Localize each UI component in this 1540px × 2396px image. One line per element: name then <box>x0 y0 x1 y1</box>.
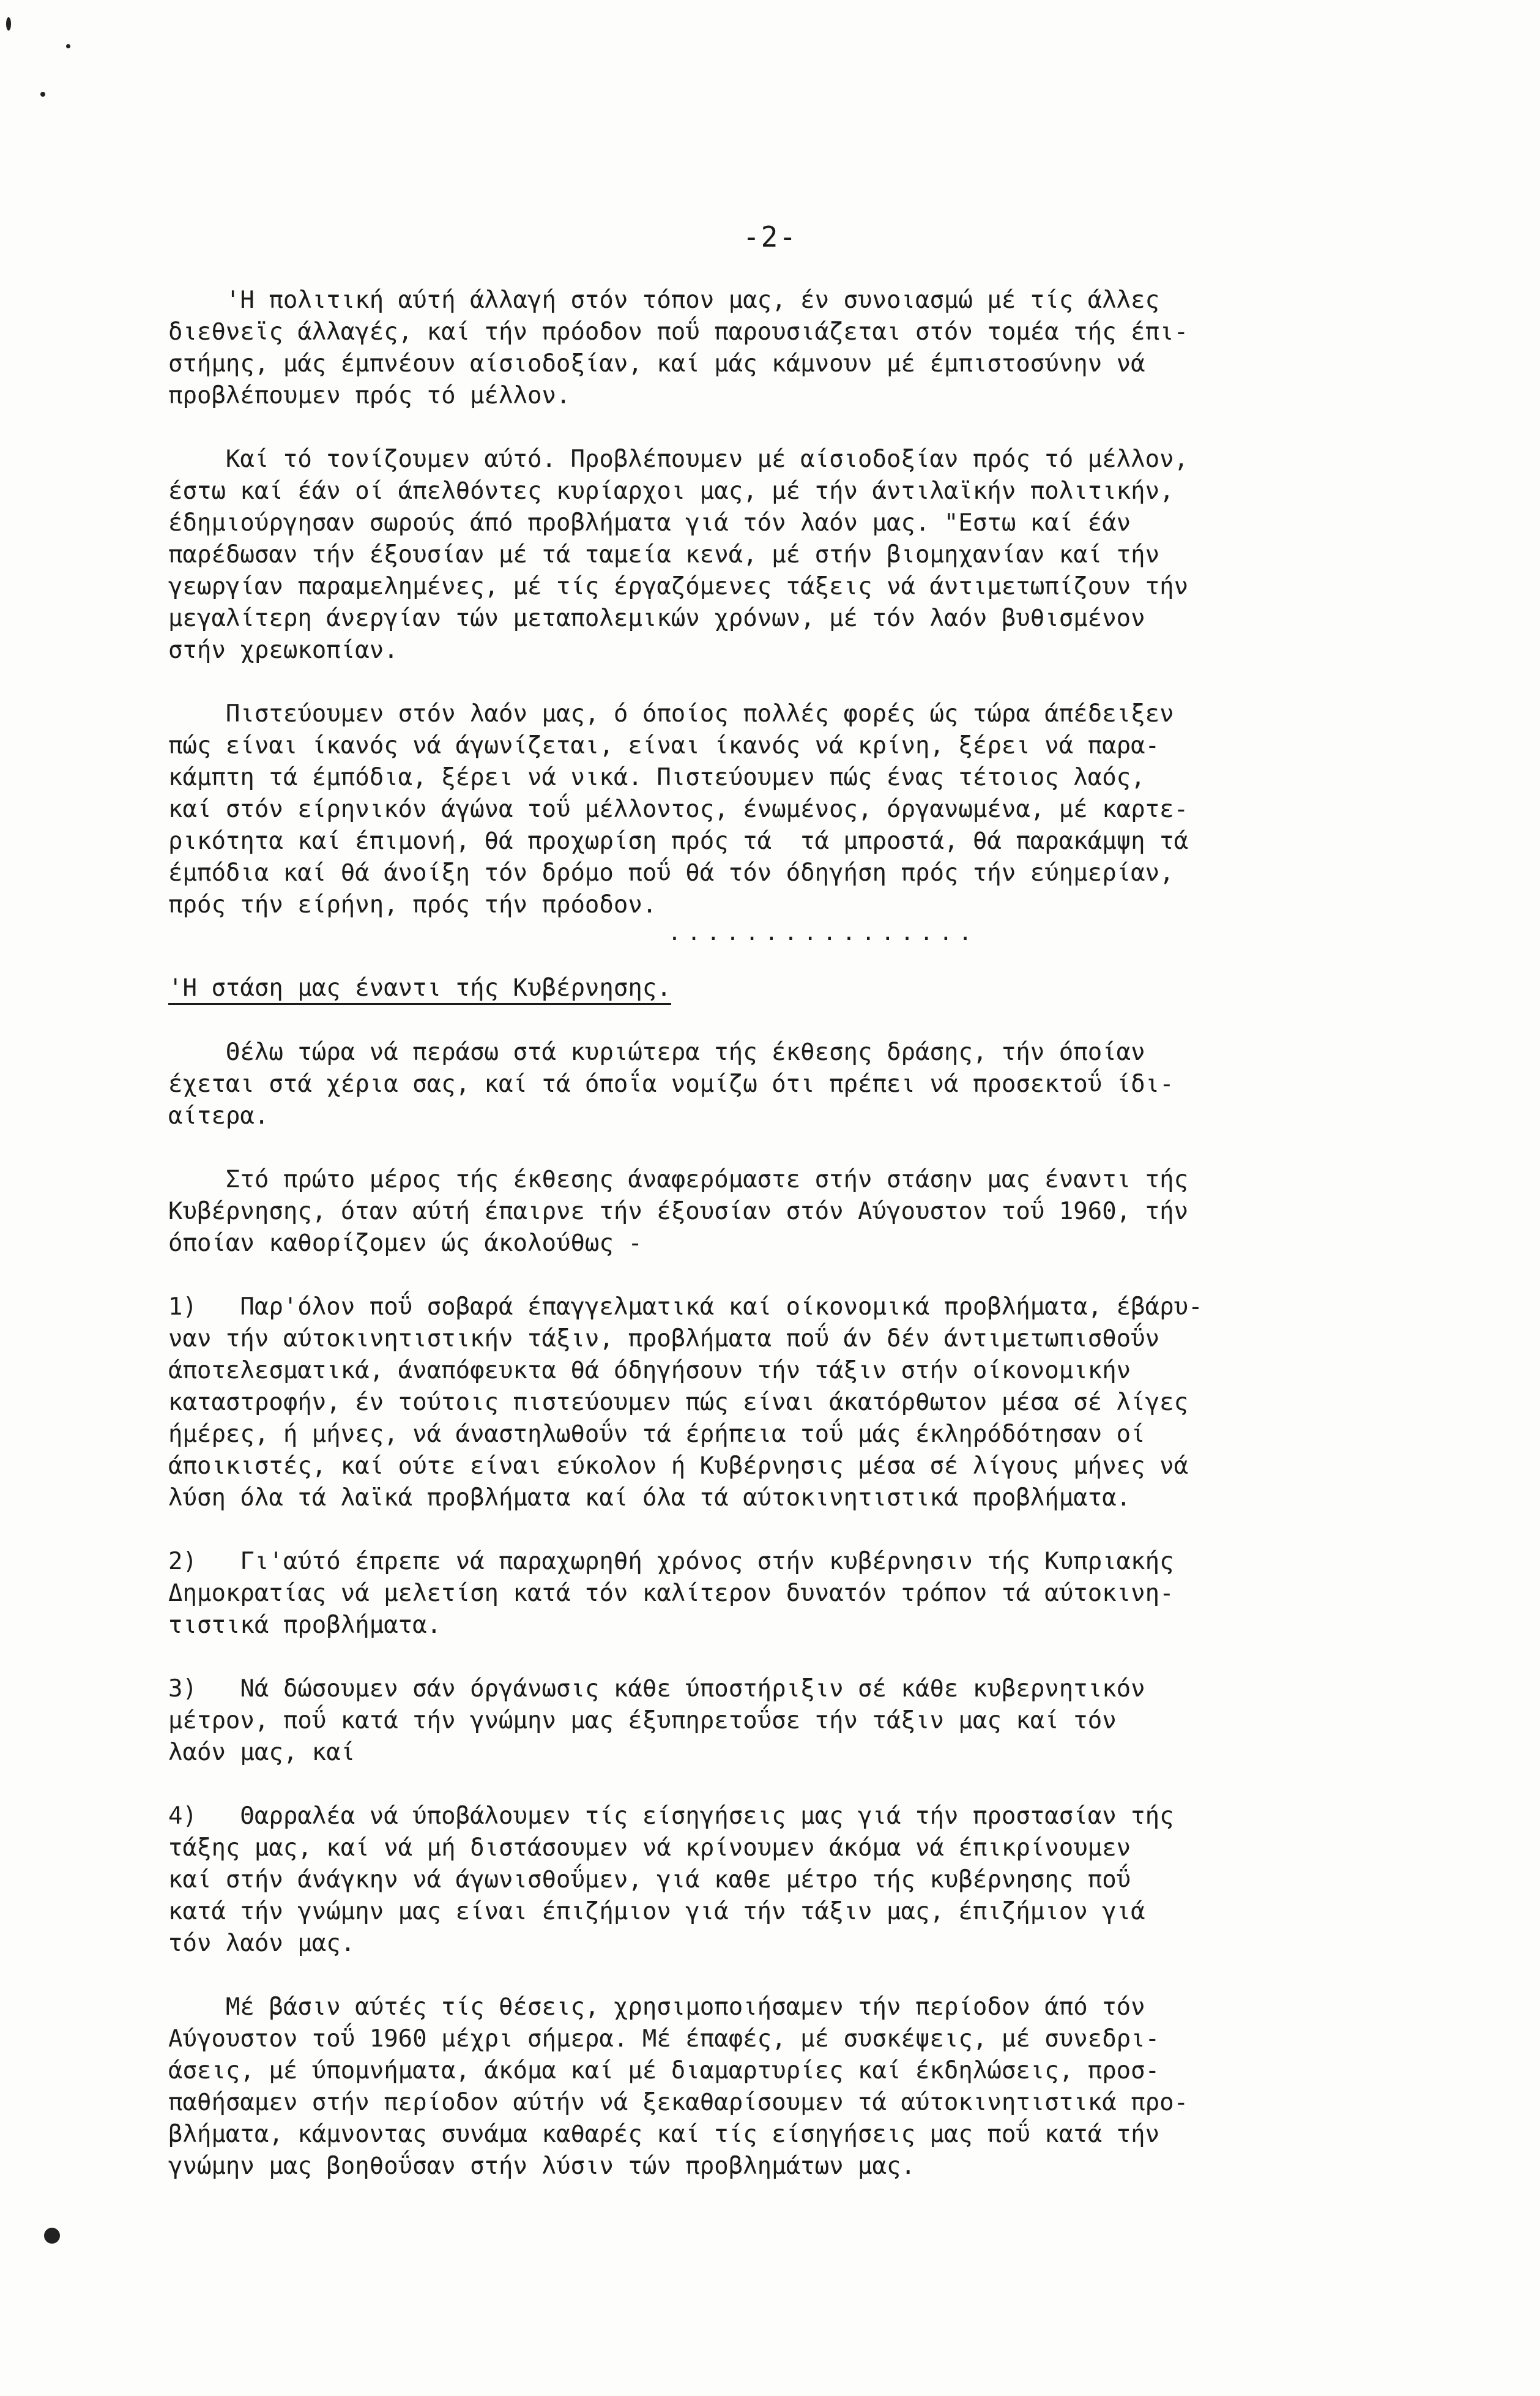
list-item-2 <box>168 1546 1478 1641</box>
text-line: καί στόν είρηνικόν άγώνα τοΰ μέλλοντος, ένωμένος, όργανωμένα, μέ καρτε- <box>168 796 1189 823</box>
text-line: Στό πρώτο μέρος τής έκθεσης άναφερόμαστε στήν στάσην μας έναντι τής <box>168 1166 1189 1193</box>
text-line: ρικότητα καί έπιμονή, θά προχωρίση πρός τά τά μπροστά, θά παρακάμψη τά <box>168 827 1189 855</box>
text-line: τάξης μας, καί νά μή διστάσουμεν νά κρίνουμεν άκόμα νά έπικρίνουμεν <box>168 1834 1131 1862</box>
text-line: διεθνεϊς άλλαγές, καί τήν πρόοδον ποΰ παρουσιάζεται στόν τομέα τής έπι- <box>168 318 1189 346</box>
paragraph-final <box>168 1991 1478 2182</box>
text-line: έδημιούργησαν σωρούς άπό προβλήματα γιά τόν λαόν μας. "Εστω καί έάν <box>168 509 1131 537</box>
scan-speck-bottom-left <box>44 2228 60 2244</box>
text-line: έστω καί έάν οί άπελθόντες κυρίαρχοι μας, μέ τήν άντιλαϊκήν πολιτικήν, <box>168 477 1174 505</box>
list-item-1 <box>168 1291 1478 1514</box>
text-line: πρός τήν είρήνη, πρός τήν πρόοδον. <box>168 891 657 919</box>
section-separator: ................ <box>668 920 978 946</box>
scan-speck-top-left <box>6 17 11 31</box>
paragraph-2 <box>168 444 1478 666</box>
text-line: Αύγουστον τοΰ 1960 μέχρι σήμερα. Μέ έπαφές, μέ συσκέψεις, μέ συνεδρι- <box>168 2025 1160 2053</box>
text-line: αίτερα. <box>168 1102 269 1130</box>
text-line: πώς είναι ίκανός νά άγωνίζεται, είναι ίκανός νά κρίνη, ξέρει νά παρα- <box>168 732 1160 759</box>
text-line: μεγαλίτερη άνεργίαν τών μεταπολεμικών χρόνων, μέ τόν λαόν βυθισμένον <box>168 605 1145 632</box>
text-line: στήν χρεωκοπίαν. <box>168 636 398 664</box>
text-line: Δημοκρατίας νά μελετίση κατά τόν καλίτερον δυνατόν τρόπον τά αύτοκινη- <box>168 1580 1174 1607</box>
text-line: Θέλω τώρα νά περάσω στά κυριώτερα τής έκθεσης δράσης, τήν όποίαν <box>168 1039 1145 1066</box>
text-line: έχεται στά χέρια σας, καί τά όποΐα νομίζω ότι πρέπει νά προσεκτοΰ ίδι- <box>168 1070 1174 1098</box>
text-line: γνώμην μας βοηθοΰσαν στήν λύσιν τών προβλημάτων μας. <box>168 2152 915 2180</box>
paragraph-4 <box>168 1037 1478 1132</box>
text-line: βλήματα, κάμνοντας συνάμα καθαρές καί τίς είσηγήσεις μας ποΰ κατά τήν <box>168 2121 1160 2148</box>
text-line: μέτρον, ποΰ κατά τήν γνώμην μας έξυπηρετοΰσε τήν τάξιν μας καί τόν <box>168 1707 1117 1734</box>
list-item-3 <box>168 1673 1478 1769</box>
text-line: ναν τήν αύτοκινητιστικήν τάξιν, προβλήματα ποΰ άν δέν άντιμετωπισθοΰν <box>168 1325 1160 1353</box>
text-line: ήμέρες, ή μήνες, νά άναστηλωθοΰν τά έρήπεια τοΰ μάς έκληρόδότησαν οί <box>168 1420 1145 1448</box>
text-line: όποίαν καθορίζομεν ώς άκολούθως - <box>168 1230 642 1257</box>
text-line: λύση όλα τά λαϊκά προβλήματα καί όλα τά αύτοκινητιστικά προβλήματα. <box>168 1484 1131 1512</box>
section-heading: 'Η στάση μας έναντι τής Κυβέρνησης. <box>168 974 671 1005</box>
text-line: 1) Παρ'όλον ποΰ σοβαρά έπαγγελματικά καί οίκονομικά προβλήματα, έβάρυ- <box>168 1293 1203 1321</box>
scan-speck-left-2 <box>40 92 45 97</box>
paragraph-1 <box>168 285 1478 412</box>
paragraph-5 <box>168 1164 1478 1260</box>
text-line: έμπόδια καί θά άνοίξη τόν δρόμο ποΰ θά τόν όδηγήση πρός τήν εύημερίαν, <box>168 859 1174 887</box>
text-line: Κυβέρνησης, όταν αύτή έπαιρνε τήν έξουσίαν στόν Αύγουστον τοΰ 1960, τήν <box>168 1198 1189 1225</box>
list-item-4 <box>168 1801 1478 1960</box>
text-line: Μέ βάσιν αύτές τίς θέσεις, χρησιμοποιήσαμεν τήν περίοδον άπό τόν <box>168 1993 1145 2021</box>
text-line: άποτελεσματικά, άναπόφευκτα θά όδηγήσουν τήν τάξιν στήν οίκονομικήν <box>168 1357 1131 1384</box>
text-line: παθήσαμεν στήν περίοδον αύτήν νά ξεκαθαρίσουμεν τά αύτοκινητιστικά προ- <box>168 2089 1189 2116</box>
text-line: καί στήν άνάγκην νά άγωνισθοΰμεν, γιά καθε μέτρο τής κυβέρνησης ποΰ <box>168 1866 1131 1894</box>
page-number: -2- <box>742 220 798 253</box>
text-line: παρέδωσαν τήν έξουσίαν μέ τά ταμεία κενά, μέ στήν βιομηχανίαν καί τήν <box>168 541 1160 569</box>
scan-speck-left <box>66 44 70 48</box>
text-line: Καί τό τονίζουμεν αύτό. Προβλέπουμεν μέ αίσιοδοξίαν πρός τό μέλλον, <box>168 446 1189 473</box>
text-line: κατά τήν γνώμην μας είναι έπιζήμιον γιά τήν τάξιν μας, έπιζήμιον γιά <box>168 1898 1145 1925</box>
text-line: λαόν μας, καί <box>168 1739 355 1766</box>
text-line: τόν λαόν μας. <box>168 1930 355 1957</box>
text-line: Πιστεύουμεν στόν λαόν μας, ό όποίος πολλές φορές ώς τώρα άπέδειξεν <box>168 700 1174 728</box>
text-line: στήμης, μάς έμπνέουν αίσιοδοξίαν, καί μάς κάμνουν μέ έμπιστοσύνην νά <box>168 350 1145 378</box>
text-line: άσεις, μέ ύπομνήματα, άκόμα καί μέ διαμαρτυρίες καί έκδηλώσεις, προσ- <box>168 2057 1160 2084</box>
text-line: τιστικά προβλήματα. <box>168 1611 442 1639</box>
text-line: προβλέπουμεν πρός τό μέλλον. <box>168 382 571 409</box>
text-line: 3) Νά δώσουμεν σάν όργάνωσις κάθε ύποστήριξιν σέ κάθε κυβερνητικόν <box>168 1675 1145 1703</box>
text-line: καταστροφήν, έν τούτοις πιστεύουμεν πώς είναι άκατόρθωτον μέσα σέ λίγες <box>168 1389 1189 1416</box>
section-heading-wrapper <box>168 972 1478 1037</box>
text-line: άποικιστές, καί ούτε είναι εύκολον ή Κυβέρνησις μέσα σέ λίγους μήνες νά <box>168 1452 1189 1480</box>
text-line: 2) Γι'αύτό έπρεπε νά παραχωρηθή χρόνος στήν κυβέρνησιν τής Κυπριακής <box>168 1548 1174 1575</box>
paragraph-3 <box>168 698 1478 921</box>
text-line: 4) Θαρραλέα νά ύποβάλουμεν τίς είσηγήσεις μας γιά τήν προστασίαν τής <box>168 1802 1174 1830</box>
document-body <box>168 285 1478 2214</box>
text-line: γεωργίαν παραμελημένες, μέ τίς έργαζόμενες τάξεις νά άντιμετωπίζουν τήν <box>168 573 1189 600</box>
text-line: κάμπτη τά έμπόδια, ξέρει νά νικά. Πιστεύουμεν πώς ένας τέτοιος λαός, <box>168 764 1145 791</box>
text-line: 'Η πολιτική αύτή άλλαγή στόν τόπον μας, έν συνοιασμώ μέ τίς άλλες <box>168 286 1160 314</box>
